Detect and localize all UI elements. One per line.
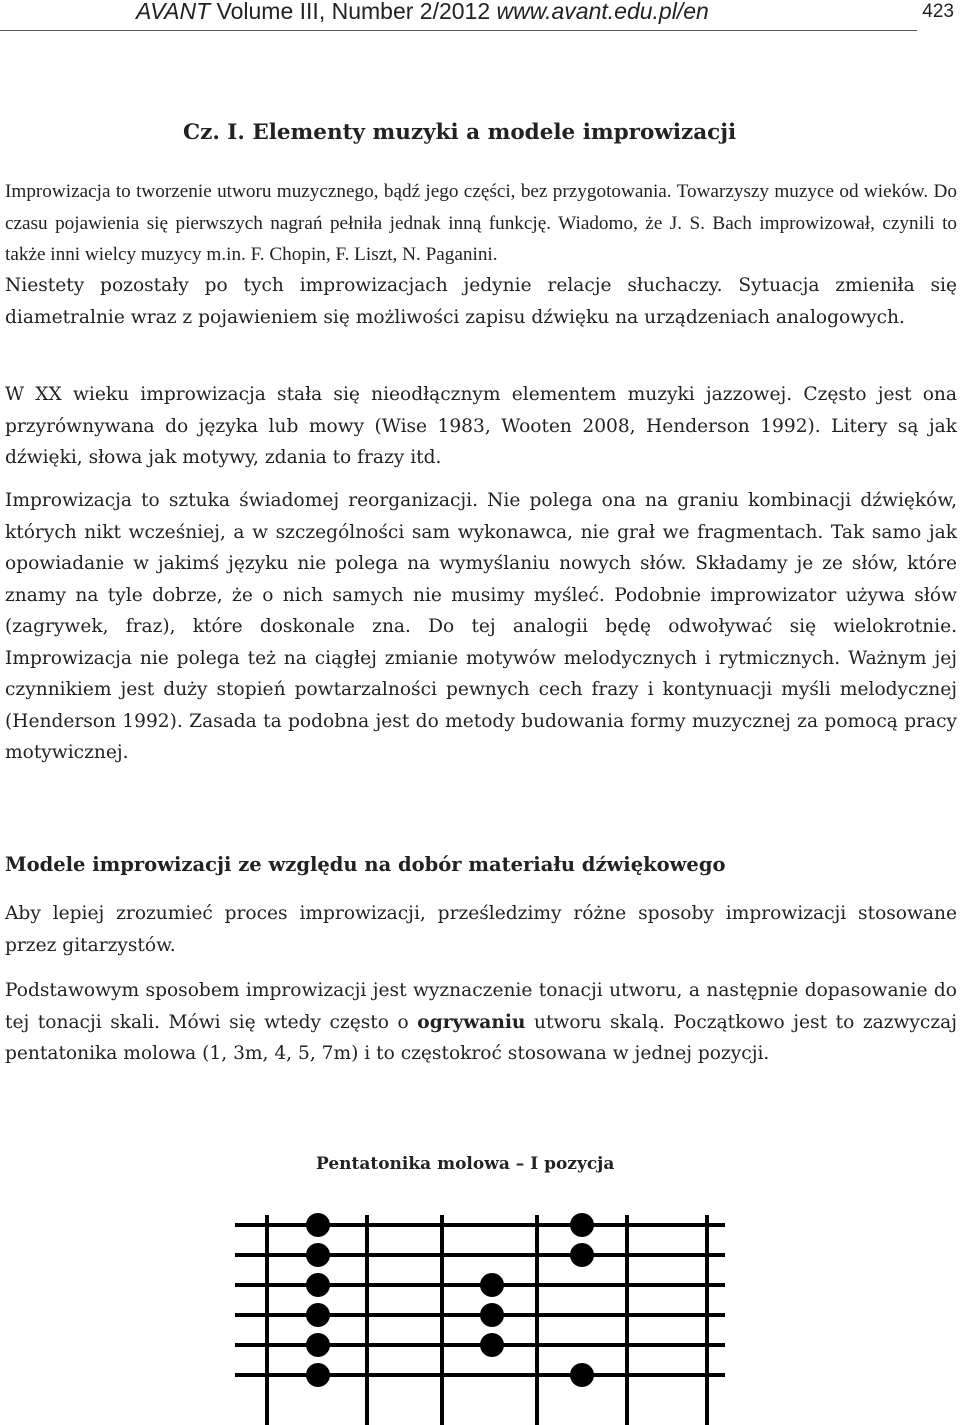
scale-dot <box>306 1363 330 1387</box>
scale-dot <box>570 1213 594 1237</box>
fretboard-strings <box>235 1223 725 1377</box>
scale-dot <box>306 1333 330 1357</box>
fret-line <box>365 1215 369 1425</box>
scale-dot <box>306 1273 330 1297</box>
header-rule <box>0 30 917 31</box>
journal-url[interactable]: www.avant.edu.pl/en <box>496 0 709 24</box>
fret-line <box>625 1215 629 1425</box>
scale-dot <box>480 1333 504 1357</box>
scale-dot <box>306 1303 330 1327</box>
bold-term: ogrywaniu <box>417 1011 526 1033</box>
fretboard-diagram <box>0 1200 960 1425</box>
page-header <box>0 0 960 32</box>
scale-dot <box>480 1303 504 1327</box>
scale-dots <box>306 1213 594 1387</box>
figure-caption: Pentatonika molowa – I pozycja <box>316 1154 615 1174</box>
fret-line <box>440 1215 444 1425</box>
journal-title: AVANT Volume III, Number 2/2012 www.avant.edu.pl/en <box>136 0 709 24</box>
scale-dot <box>480 1273 504 1297</box>
scale-dot <box>306 1213 330 1237</box>
scale-dot <box>306 1243 330 1267</box>
paragraph-1: Improwizacja to tworzenie utworu muzycznego, bądź jego części, bez przygotowania. Towarzyszy muzyce od wieków. Do czasu pojawienia się pierwszych nagrań pełniła jednak inną funkcję. Wiadomo, że J. S. Bach improwizował, czynili to także inni wielcy muzycy m.in. F. Chopin, F. Liszt, N. Paganini. <box>5 181 957 265</box>
paragraph-3: Improwizacja to sztuka świadomej reorganizacji. Nie polega ona na graniu kombinacji dźwięków, których nikt wcześniej, a w szczególności sam wykonawca, nie grał we fragmentach. Tak samo jak opowiadanie w jakimś języku nie polega na wymyślaniu nowych słów. Składamy je ze słów, które znamy na tyle dobrze, że o nich samych nie musimy myśleć. Podobnie improwizator używa słów (zagrywek, fraz), które doskonale zna. Do tej analogii będę odwoływać się wielokrotnie. Improwizacja nie polega też na ciągłej zmianie motywów melodycznych i rytmicznych. Ważnym jej czynnikiem jest duży stopień powtarzalności pewnych cech frazy i kontynuacji myśli melodycznej (Henderson 1992). Zasada ta podobna jest do metody budowania formy muzycznej za pomocą pracy motywicznej. <box>5 490 957 763</box>
scale-dot <box>570 1243 594 1267</box>
paragraph-4: Aby lepiej zrozumieć proces improwizacji, prześledzimy różne sposoby improwizacji stosowane przez gitarzystów. <box>5 903 957 956</box>
fret-line <box>265 1215 269 1425</box>
scale-dot <box>570 1363 594 1387</box>
subsection-title: Modele improwizacji ze względu na dobór materiału dźwiękowego <box>5 853 726 876</box>
paragraph-1-continued: Niestety pozostały po tych improwizacjach jedynie relacje słuchaczy. Sytuacja zmieniła się diametralnie wraz z pojawieniem się możliwości zapisu dźwięku na urządzeniach analogowych. <box>5 275 957 328</box>
paragraph-2: W XX wieku improwizacja stała się nieodłącznym elementem muzyki jazzowej. Często jest ona przyrównywana do języka lub mowy (Wise 1983, Wooten 2008, Henderson 1992). Litery są jak dźwięki, słowa jak motywy, zdania to frazy itd. <box>5 384 957 468</box>
section-title: Cz. I. Elementy muzyki a modele improwizacji <box>183 120 737 145</box>
fret-line <box>535 1215 539 1425</box>
page-number: 423 <box>922 1 954 22</box>
fret-line <box>705 1215 709 1425</box>
paragraph-5: Podstawowym sposobem improwizacji jest wyznaczenie tonacji utworu, a następnie dopasowanie do tej tonacji skali. Mówi się wtedy często o ogrywaniu utworu skalą. Początkowo jest to zazwyczaj pentatonika molowa (1, 3m, 4, 5, 7m) i to częstokroć stosowana w jednej pozycji. <box>5 980 957 1064</box>
